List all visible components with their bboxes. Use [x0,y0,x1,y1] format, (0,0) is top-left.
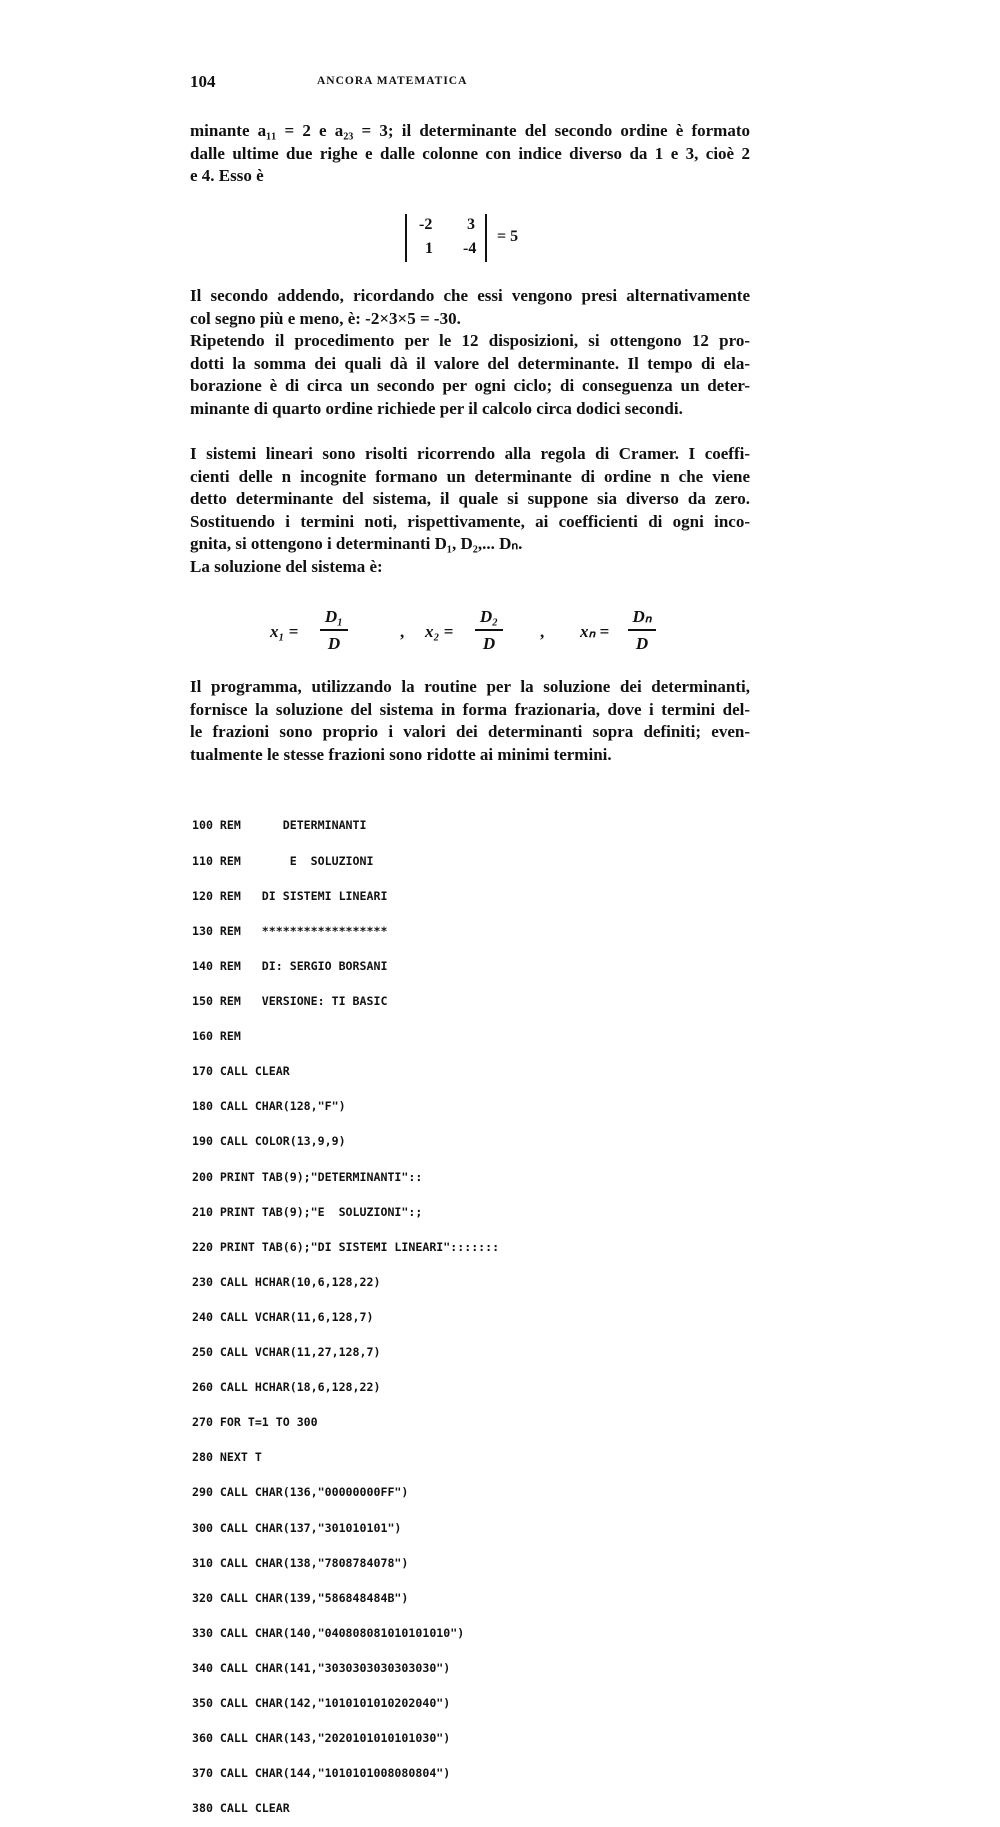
text-line: cienti delle n incognite formano un determinante di ordine n che viene [190,466,750,486]
code-line: 320 CALL CHAR(139,"586848484B") [192,1590,409,1605]
text-line: La soluzione del sistema è: [190,556,383,576]
text-line: dalle ultime due righe e dalle colonne con indice diverso da 1 e 3, cioè 2 [190,143,750,163]
matrix-cell: 3 [467,216,475,233]
determinant-matrix [405,214,545,262]
text-line: fornisce la soluzione del sistema in forma frazionaria, dove i termini del- [190,699,750,719]
code-line: 270 FOR T=1 TO 300 [192,1415,318,1430]
text-line: tualmente le stesse frazioni sono ridotte ai minimi termini. [190,744,612,764]
text-line: gnita, si ottengono i determinanti D₁, D₂,... Dₙ. [190,534,523,553]
fraction-numerator: D₁ [324,607,344,626]
fraction-denominator: D [635,634,649,653]
fraction [320,606,348,655]
running-title: ANCORA MATEMATICA [317,75,468,87]
code-line: 130 REM ****************** [192,923,388,938]
text-line: minante a₁₁ = 2 e a₂₃ = 3; il determinante del secondo ordine è formato [190,121,750,140]
cramer-formulas [270,602,670,662]
text-line: minante di quarto ordine richiede per il calcolo circa dodici secondi. [190,398,683,418]
code-listing [192,797,622,1827]
formula-lhs: x₂ = [425,622,454,641]
text-line: e 4. Esso è [190,166,264,185]
code-line: 150 REM VERSIONE: TI BASIC [192,993,388,1008]
matrix-cell: 1 [425,240,433,257]
text-line: borazione è di circa un secondo per ogni ciclo; di conseguenza un deter- [190,376,750,395]
code-line: 240 CALL VCHAR(11,6,128,7) [192,1309,374,1324]
matrix-left-bar [405,214,407,262]
text-line: col segno più e meno, è: -2×3×5 = -30. [190,308,461,328]
text-line: I sistemi lineari sono risolti ricorrendo alla regola di Cramer. I coeffi- [190,444,750,463]
fraction-numerator: D₂ [479,607,499,626]
code-line: 250 CALL VCHAR(11,27,128,7) [192,1345,381,1360]
text-line: le frazioni sono proprio i valori dei determinanti sopra definiti; even- [190,722,750,741]
code-line: 170 CALL CLEAR [192,1064,290,1079]
code-line: 290 CALL CHAR(136,"00000000FF") [192,1485,409,1500]
fraction-bar [628,629,656,631]
fraction-denominator: D [327,634,341,653]
matrix-result: = 5 [497,228,519,245]
paragraph-second-addend [190,285,750,420]
text-line: detto determinante del sistema, il quale si suppone sia diverso da zero. [190,489,750,508]
formula-lhs: xₙ = [580,622,610,641]
code-line: 300 CALL CHAR(137,"301010101") [192,1520,402,1535]
fraction-bar [475,629,503,631]
page-number: 104 [190,72,216,91]
text-line: Il secondo addendo, ricordando che essi vengono presi alternativamente [190,286,750,305]
paragraph-determinant-intro [190,120,750,188]
fraction [475,606,503,655]
code-line: 160 REM [192,1029,241,1044]
formula-separator: , [540,622,545,641]
text-line: Sostituendo i termini noti, rispettivamente, ai coefficienti di ogni inco- [190,511,750,531]
code-line: 210 PRINT TAB(9);"E SOLUZIONI":; [192,1204,423,1219]
matrix-cell: -4 [463,240,477,257]
code-line: 260 CALL HCHAR(18,6,128,22) [192,1380,381,1395]
paragraph-cramer [190,443,750,578]
fraction-numerator: Dₙ [632,607,652,626]
paragraph-program [190,676,750,766]
fraction-bar [320,629,348,631]
code-line: 120 REM DI SISTEMI LINEARI [192,888,388,903]
code-line: 280 NEXT T [192,1450,262,1465]
formula-separator: , [400,622,405,641]
page-header [190,72,750,92]
code-line: 110 REM E SOLUZIONI [192,853,374,868]
code-line: 360 CALL CHAR(143,"2020101010101030") [192,1731,451,1746]
formula-lhs: x₁ = [270,622,299,641]
matrix-cell: -2 [419,216,433,233]
code-line: 200 PRINT TAB(9);"DETERMINANTI":: [192,1169,423,1184]
code-line: 340 CALL CHAR(141,"3030303030303030") [192,1661,451,1676]
code-line: 180 CALL CHAR(128,"F") [192,1099,346,1114]
code-line: 370 CALL CHAR(144,"1010101008080804") [192,1766,451,1781]
code-line: 140 REM DI: SERGIO BORSANI [192,958,388,973]
fraction-denominator: D [482,634,496,653]
text-line: Ripetendo il procedimento per le 12 disposizioni, si ottengono 12 pro- [190,331,750,350]
text-line: Il programma, utilizzando la routine per la soluzione dei determinanti, [190,677,750,696]
matrix-right-bar [485,214,487,262]
code-line: 100 REM DETERMINANTI [192,818,367,833]
code-line: 350 CALL CHAR(142,"1010101010202040") [192,1696,451,1711]
text-line: dotti la somma dei quali dà il valore del determinante. Il tempo di ela- [190,353,750,373]
code-line: 220 PRINT TAB(6);"DI SISTEMI LINEARI"::::::: [192,1239,500,1254]
code-line: 310 CALL CHAR(138,"7808784078") [192,1555,409,1570]
code-line: 330 CALL CHAR(140,"040808081010101010") [192,1625,465,1640]
fraction [628,606,656,655]
code-line: 230 CALL HCHAR(10,6,128,22) [192,1274,381,1289]
code-line: 190 CALL COLOR(13,9,9) [192,1134,346,1149]
code-line: 380 CALL CLEAR [192,1801,290,1816]
